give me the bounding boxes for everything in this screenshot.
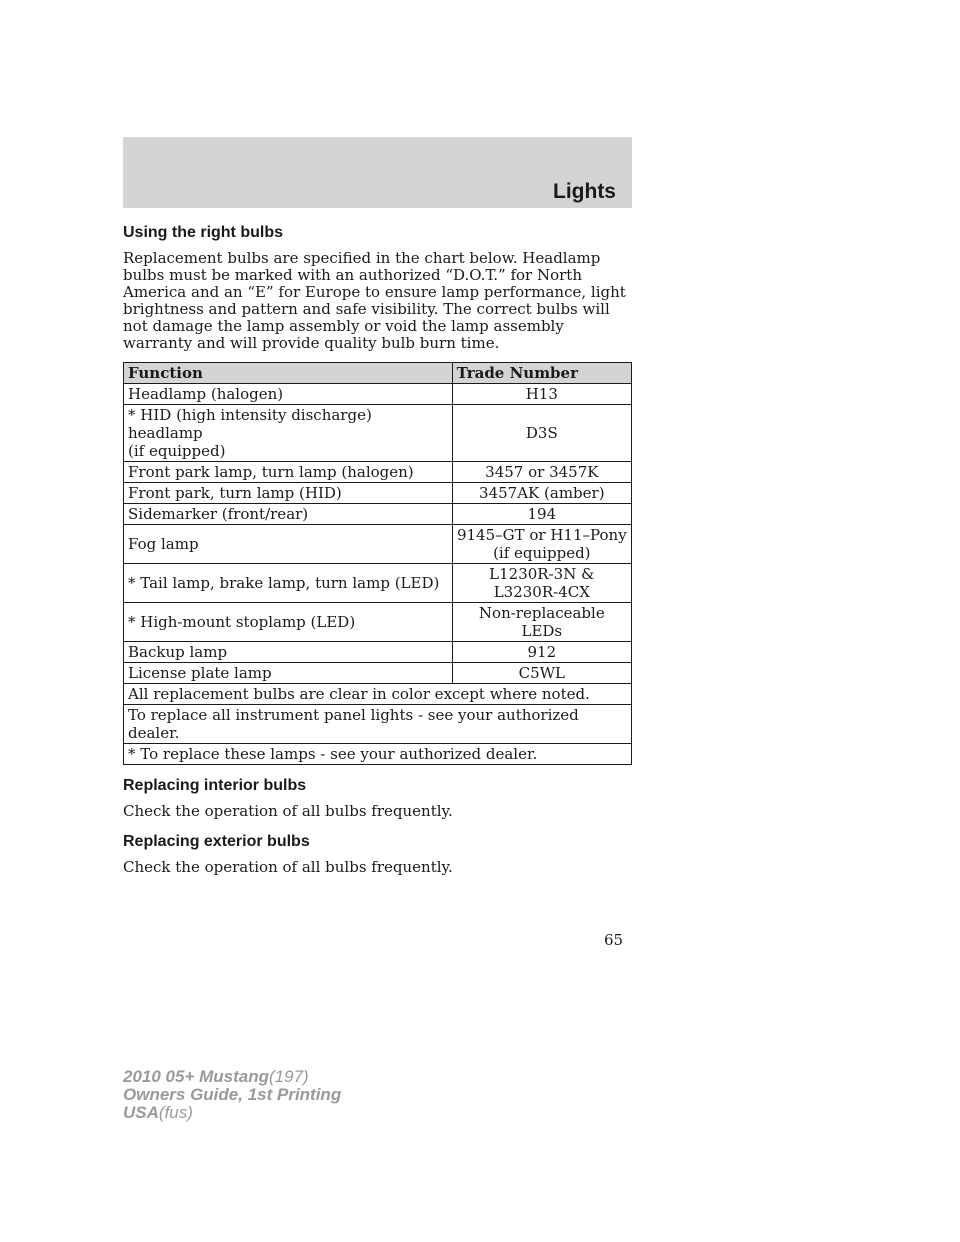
function-cell: Fog lamp xyxy=(124,525,453,564)
table-row xyxy=(124,483,632,504)
function-cell: Front park, turn lamp (HID) xyxy=(124,483,453,504)
trade-number-cell: Non-replaceable LEDs xyxy=(452,603,631,642)
trade-number-cell xyxy=(452,564,631,603)
section-heading-interior: Replacing interior bulbs xyxy=(123,777,307,794)
function-cell: Sidemarker (front/rear) xyxy=(124,504,453,525)
function-cell: Headlamp (halogen) xyxy=(124,384,453,405)
trade-number-line: 9145–GT or H11–Pony xyxy=(456,526,627,544)
trade-number-cell: 194 xyxy=(452,504,631,525)
header-function: Function xyxy=(124,363,453,384)
footer-market-code: (fus) xyxy=(158,1103,193,1122)
document-footer xyxy=(123,1068,341,1122)
table-note: To replace all instrument panel lights - see your authorized dealer. xyxy=(124,705,632,744)
trade-number-cell: H13 xyxy=(452,384,631,405)
footer-model: 2010 05+ Mustang xyxy=(123,1067,269,1086)
table-row xyxy=(124,603,632,642)
table-row xyxy=(124,663,632,684)
table-row xyxy=(124,462,632,483)
footer-line-model xyxy=(123,1068,341,1086)
footer-line-printing: Owners Guide, 1st Printing xyxy=(123,1085,342,1104)
trade-number-cell: 3457AK (amber) xyxy=(452,483,631,504)
table-note-row xyxy=(124,705,632,744)
trade-number-cell: D3S xyxy=(452,405,631,462)
interior-paragraph: Check the operation of all bulbs frequently. xyxy=(123,802,453,820)
table-row xyxy=(124,504,632,525)
section-heading-exterior: Replacing exterior bulbs xyxy=(123,833,310,850)
table-row xyxy=(124,384,632,405)
trade-number-line: L1230R-3N & xyxy=(489,565,595,583)
trade-number-cell: C5WL xyxy=(452,663,631,684)
trade-number-line: L3230R-4CX xyxy=(493,583,590,601)
footer-market: USA xyxy=(123,1103,159,1122)
function-cell: Backup lamp xyxy=(124,642,453,663)
chapter-title: Lights xyxy=(553,180,616,203)
intro-paragraph: Replacement bulbs are specified in the chart below. Headlamp bulbs must be marked with an authorized “D.O.T.” for North America and an “E” for Europe to ensure lamp performance, light brightness and pattern and safe visibility. The correct bulbs will not damage the lamp assembly or void the lamp assembly warranty and will provide quality bulb burn time. xyxy=(123,249,626,352)
chapter-header-band xyxy=(123,137,632,208)
trade-number-line: (if equipped) xyxy=(493,544,591,562)
function-cell: License plate lamp xyxy=(124,663,453,684)
table-note-row xyxy=(124,744,632,765)
function-cell xyxy=(124,405,453,462)
page-number: 65 xyxy=(604,931,624,949)
table-note: * To replace these lamps - see your authorized dealer. xyxy=(124,744,632,765)
trade-number-cell: 3457 or 3457K xyxy=(452,462,631,483)
header-trade-number: Trade Number xyxy=(452,363,631,384)
exterior-paragraph: Check the operation of all bulbs frequently. xyxy=(123,858,453,876)
table-header-row xyxy=(124,363,632,384)
function-line: (if equipped) xyxy=(128,442,226,460)
section-heading-right-bulbs: Using the right bulbs xyxy=(123,224,283,241)
trade-number-cell xyxy=(452,525,631,564)
function-line: * HID (high intensity discharge) headlamp xyxy=(128,406,372,442)
table-note: All replacement bulbs are clear in color except where noted. xyxy=(124,684,632,705)
table-row xyxy=(124,564,632,603)
table-note-row xyxy=(124,684,632,705)
page-content xyxy=(123,223,632,876)
footer-model-code: (197) xyxy=(269,1067,309,1086)
function-cell: * High-mount stoplamp (LED) xyxy=(124,603,453,642)
table-row xyxy=(124,642,632,663)
footer-line-market xyxy=(123,1104,341,1122)
function-cell: * Tail lamp, brake lamp, turn lamp (LED) xyxy=(124,564,453,603)
bulb-table xyxy=(123,362,632,765)
trade-number-cell: 912 xyxy=(452,642,631,663)
function-cell: Front park lamp, turn lamp (halogen) xyxy=(124,462,453,483)
table-row xyxy=(124,525,632,564)
table-row xyxy=(124,405,632,462)
